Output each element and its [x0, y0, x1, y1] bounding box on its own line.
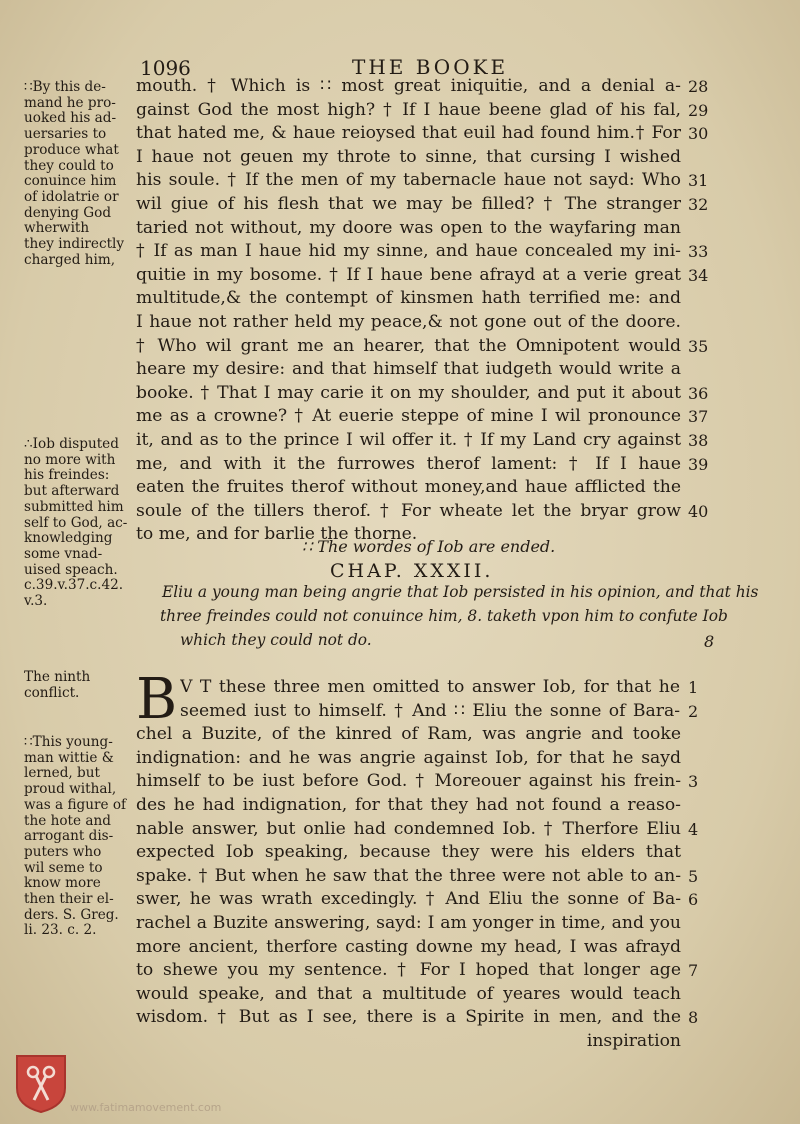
margin-note-line: conuince him [24, 173, 117, 190]
margin-note-line: wil seme to [24, 859, 103, 876]
margin-note-line: wherwith [24, 220, 90, 237]
margin-note-line: The ninth [24, 669, 91, 685]
margin-note-line: then their el- [24, 891, 114, 907]
text-line: wisdom. † But as I see, there is a Spirite in men, and the [136, 1007, 681, 1028]
text-line: more ancient, therfore casting downe my head, I was afrayd [136, 936, 681, 957]
text-line: expected Iob speaking, because they were his elders that [136, 842, 681, 863]
argument-line: Eliu a young man being angrie that Iob persisted in his opinion, and that his [162, 583, 759, 601]
drop-cap: B [136, 667, 178, 732]
text-line: inspiration [586, 1031, 681, 1051]
text-line: me as a crowne? † At euerie steppe of mine I wil pronounce [136, 406, 681, 427]
text-line: heare my desire: and that himself that iudgeth would write a [136, 359, 681, 380]
margin-note-line: ∷By this de- [24, 79, 106, 95]
margin-note-line: arrogant dis- [24, 828, 114, 845]
text-line: booke. † That I may carie it on my shoulder, and put it about [136, 382, 681, 403]
margin-note-line: self to God, ac- [24, 514, 128, 531]
margin-note-line: his freindes: [24, 467, 110, 484]
verse-number: 39 [688, 454, 709, 474]
margin-note-line: ∷This young- [24, 734, 113, 750]
verse-number: 3 [688, 772, 699, 792]
text-line: rachel a Buzite answering, sayd: I am yonger in time, and you [136, 913, 681, 933]
margin-note-line: some vnad- [24, 545, 103, 562]
verse-number: 6 [688, 890, 699, 910]
margin-note-line: man wittie & [24, 749, 114, 766]
margin-note-line: they indirectly [24, 236, 125, 252]
argument-line: which they could not do. [180, 631, 372, 649]
watermark-url: www.fatimamovement.com [70, 1101, 222, 1114]
text-line: soule of the tillers therof. † For wheate let the bryar grow [136, 500, 681, 521]
verse-number: 29 [688, 100, 709, 120]
text-line: seemed iust to himself. † And ∷ Eliu the sonne of Bara- [180, 700, 680, 721]
verse-number: 36 [688, 383, 709, 403]
text-line: wil giue of his flesh that we may be filled? † The stranger [136, 194, 681, 214]
margin-note-line: the hote and [24, 812, 111, 829]
text-line: eaten the fruites therof without money,and haue afflicted the [136, 477, 681, 498]
text-line: gainst God the most high? † If I haue beene glad of his fal, [136, 99, 681, 120]
verse-number: 38 [688, 431, 709, 450]
papal-seal-icon [14, 1052, 68, 1114]
text-line: † If as man I haue hid my sinne, and haue concealed my ini- [136, 241, 681, 262]
text-line: to me, and for barlie the thorne. [136, 524, 418, 545]
margin-note-line: no more with [24, 451, 116, 468]
verse-number: 5 [688, 866, 699, 886]
text-line: quitie in my bosome. † If I haue bene afrayd at a verie great [136, 264, 681, 285]
text-line: swer, he was wrath excedingly. † And Eliu the sonne of Ba- [136, 889, 681, 910]
margin-note-line: of idolatrie or [24, 188, 119, 205]
margin-note-line: uersaries to [24, 126, 107, 143]
margin-note-line: c.39.v.37.c.42. [24, 577, 124, 594]
margin-note-line: know more [24, 875, 101, 892]
margin-note-line: but afterward [24, 483, 120, 500]
margin-note-line: produce what [24, 141, 119, 158]
text-line: me, and with it the furrowes therof lament: † If I haue [136, 453, 681, 474]
margin-note-line: v.3. [24, 593, 48, 609]
margin-note-line: proud withal, [24, 781, 117, 798]
argument-line: three freindes could not conuince him, 8. taketh vpon him to confute Iob [160, 607, 728, 625]
margin-note-line: uised speach. [24, 561, 118, 578]
margin-note-line: knowledging [24, 530, 113, 547]
margin-note-line: denying God [24, 204, 112, 221]
verse-number: 35 [688, 336, 709, 356]
chapter-heading: CHAP. XXXII. [330, 560, 494, 582]
verse-number: 33 [688, 242, 709, 262]
text-line: des he had indignation, for that they had not found a reaso- [136, 795, 681, 815]
text-line: mouth. † Which is ∷ most great iniquitie, and a denial a- [136, 76, 681, 96]
verse-number: 30 [688, 124, 709, 144]
verse-number: 4 [688, 819, 699, 839]
verse-number: 34 [688, 265, 709, 285]
verse-number: 40 [688, 501, 709, 521]
text-line: † Who wil grant me an hearer, that the Omnipotent would [136, 335, 681, 356]
margin-note-line: uoked his ad- [24, 110, 117, 127]
verse-number: 2 [688, 701, 699, 721]
verse-number: 37 [688, 407, 709, 427]
text-line: to shewe you my sentence. † For I hoped that longer age [136, 960, 681, 981]
margin-note-line: lerned, but [24, 765, 100, 782]
text-line: V T these three men omitted to answer Iob, for that he [180, 677, 680, 697]
text-line: nable answer, but onlie had condemned Iob. † Therfore Eliu [136, 818, 681, 839]
verse-number: 8 [704, 632, 715, 651]
text-line: would speake, and that a multitude of yeares would teach [136, 983, 681, 1004]
running-title: THE BOOKE [352, 55, 509, 79]
text-line: I haue not geuen my throte to sinne, that cursing I wished [136, 146, 681, 167]
text-line: it, and as to the prince I wil offer it. † If my Land cry against [136, 430, 681, 450]
text-line: his soule. † If the men of my tabernacle haue not sayd: Who [136, 170, 681, 191]
verse-number: 7 [688, 961, 699, 981]
text-line: taried not without, my doore was open to the wayfaring man [136, 217, 681, 238]
verse-number: 32 [688, 195, 709, 214]
text-line: spake. † But when he saw that the three were not able to an- [136, 865, 681, 886]
margin-note-line: puters who [24, 843, 102, 860]
margin-note-line: they could to [24, 157, 114, 174]
text-line: indignation: and he was angrie against Iob, for that he sayd [136, 747, 681, 768]
margin-note-line: conflict. [24, 684, 80, 701]
text-line: that hated me, & haue reioysed that euil had found him.† For [136, 123, 681, 144]
verse-number: 1 [688, 678, 699, 697]
margin-note-line: mand he pro- [24, 94, 116, 111]
margin-note-line: ∴Iob disputed [24, 436, 119, 452]
margin-note-line: submitted him [24, 498, 124, 515]
margin-note-line: charged him, [24, 251, 116, 268]
margin-note-line: ders. S. Greg. [24, 906, 119, 923]
verse-number: 8 [688, 1008, 699, 1028]
end-of-words-note: ∷ The wordes of Iob are ended. [302, 537, 556, 556]
text-line: I haue not rather held my peace,& not gone out of the doore. [136, 312, 681, 332]
margin-note-line: li. 23. c. 2. [24, 922, 97, 939]
text-line: himself to be iust before God. † Moreouer against his frein- [136, 771, 681, 792]
verse-number: 31 [688, 171, 709, 191]
text-line: chel a Buzite, of the kinred of Ram, was angrie and tooke [136, 724, 681, 745]
text-line: multitude,& the contempt of kinsmen hath terrified me: and [136, 288, 681, 309]
page-number: 1096 [140, 56, 191, 80]
verse-number: 28 [688, 77, 709, 96]
margin-note-line: was a figure of [24, 796, 127, 813]
